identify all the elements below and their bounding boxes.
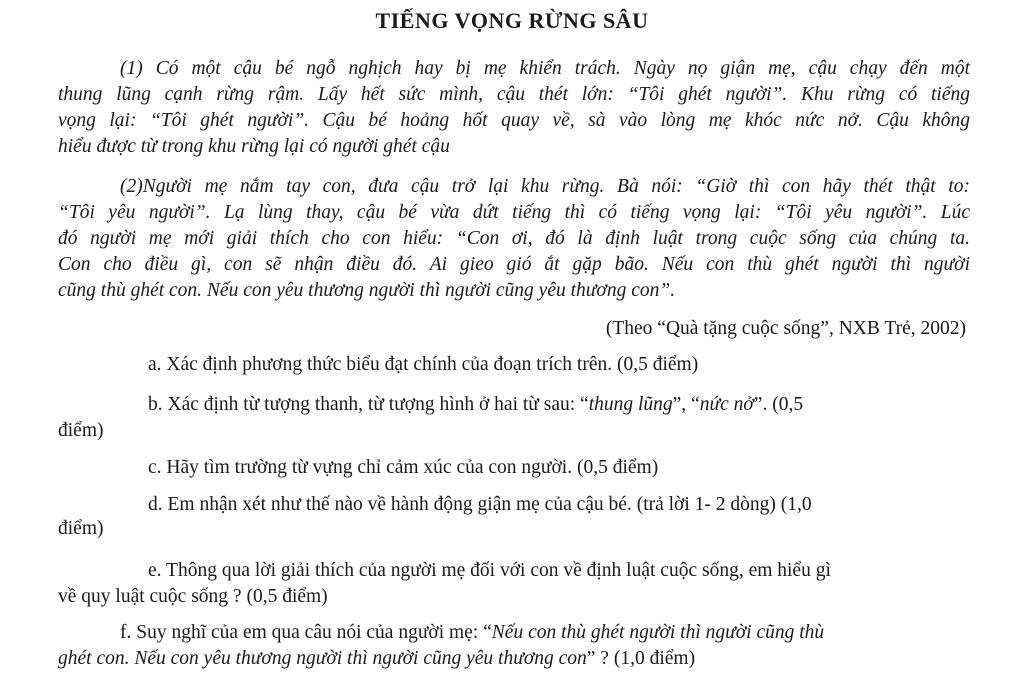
paragraph1-line: hiểu được từ trong khu rừng lại có người ghét cậu: [58, 136, 450, 157]
question-b: [148, 392, 803, 417]
question-b-mid: ”, “: [672, 394, 700, 415]
paragraph2-line: “Tôi yêu người”. Lạ lùng thay, cậu bé vừa dứt tiếng thì có tiếng vọng lại: “Tôi yêu người”. Lúc: [58, 202, 970, 223]
source-citation: (Theo “Quà tặng cuộc sống”, NXB Trẻ, 2002): [605, 318, 966, 339]
paragraph1-line: thung lũng cạnh rừng rậm. Lấy hết sức mình, cậu thét lớn: “Tôi ghét người”. Khu rừng có tiếng: [58, 84, 970, 105]
question-a: a. Xác định phương thức biểu đạt chính của đoạn trích trên. (0,5 điểm): [148, 354, 699, 375]
question-f-quote-cont: ghét con. Nếu con yêu thương người thì người cũng yêu thương con: [58, 648, 587, 669]
question-f-quote: Nếu con thù ghét người thì người cũng thù: [491, 622, 825, 643]
paragraph2-line: đó người mẹ mới giải thích cho con hiểu: “Con ơi, đó là định luật trong cuộc sống của chúng ta.: [58, 228, 970, 249]
question-e-continuation: về quy luật cuộc sống ? (0,5 điểm): [58, 586, 328, 607]
question-b-end: ”. (0,5: [753, 394, 804, 415]
page-title: TIẾNG VỌNG RỪNG SÂU: [375, 8, 649, 33]
paragraph2-line: (2)Người mẹ nắm tay con, đưa cậu trở lại khu rừng. Bà nói: “Giờ thì con hãy thét thật to:: [120, 176, 970, 197]
question-f-end: ” ? (1,0 điểm): [586, 648, 696, 669]
question-e: e. Thông qua lời giải thích của người mẹ đối với con về định luật cuộc sống, em hiểu gì: [148, 560, 831, 581]
paragraph2-line: cũng thù ghét con. Nếu con yêu thương người thì người cũng yêu thương con”.: [58, 280, 676, 301]
question-f-text: f. Suy nghĩ của em qua câu nói của người mẹ: “: [120, 622, 492, 643]
question-f: [120, 620, 824, 645]
question-b-word1: thung lũng: [588, 394, 673, 415]
question-d: d. Em nhận xét như thế nào về hành động giận mẹ của cậu bé. (trả lời 1- 2 dòng) (1,0: [148, 494, 812, 515]
question-b-text: b. Xác định từ tượng thanh, từ tượng hình ở hai từ sau: “: [148, 394, 589, 415]
paragraph2-line: Con cho điều gì, con sẽ nhận điều đó. Ai gieo gió ắt gặp bão. Nếu con thù ghét người thì người: [58, 254, 970, 275]
question-d-continuation: điểm): [58, 518, 104, 539]
question-b-continuation: điểm): [58, 420, 104, 441]
paragraph1-line: (1) Có một cậu bé ngỗ nghịch hay bị mẹ khiển trách. Ngày nọ giận mẹ, cậu chạy đến một: [120, 58, 970, 79]
question-b-word2: nức nở: [699, 394, 754, 415]
paragraph1-line: vọng lại: “Tôi ghét người”. Cậu bé hoảng hốt quay về, sà vào lòng mẹ khóc nức nở. Cậu không: [58, 110, 970, 131]
question-f-continuation: [58, 646, 695, 671]
question-c: c. Hãy tìm trường từ vựng chỉ cảm xúc của con người. (0,5 điểm): [148, 457, 659, 478]
